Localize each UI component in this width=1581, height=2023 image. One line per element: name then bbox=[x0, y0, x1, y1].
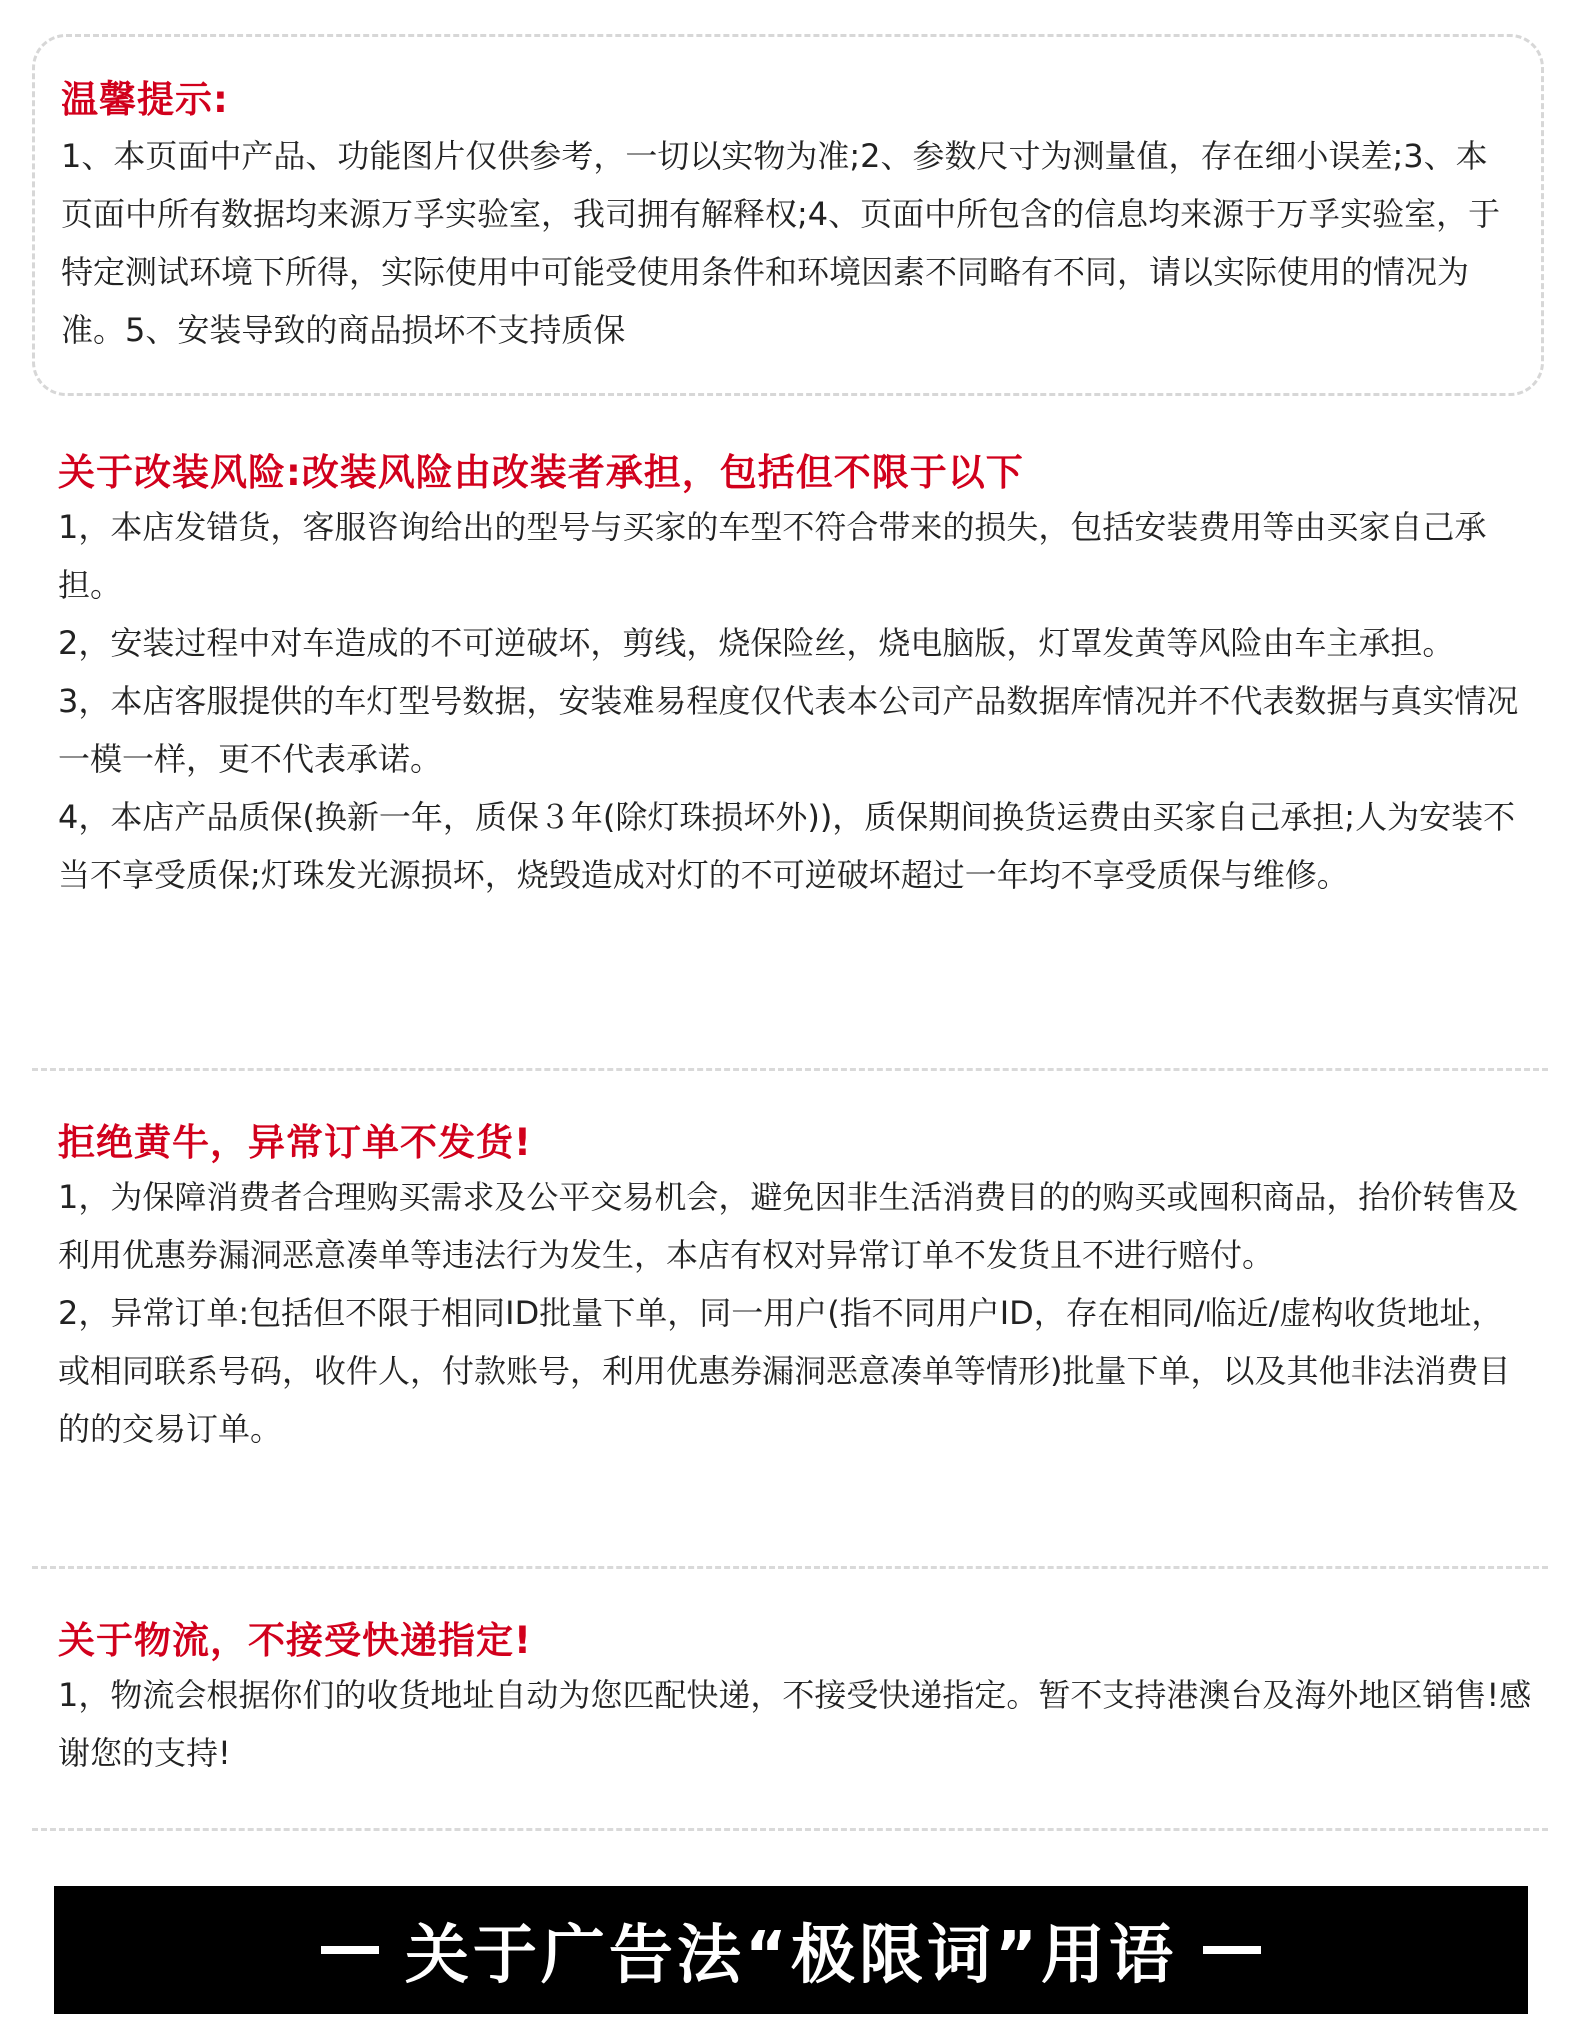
dash-decoration bbox=[1203, 1946, 1261, 1954]
modification-item-4: 4，本店产品质保(换新一年，质保３年(除灯珠损坏外))，质保期间换货运费由买家自己承担;人为安装不当不享受质保;灯珠发光源损坏，烧毁造成对灯的不可逆破坏超过一年均不享受质保与维修。 bbox=[58, 798, 1516, 894]
logistics-title: 关于物流，不接受快递指定! bbox=[58, 1619, 532, 1662]
dash-decoration bbox=[321, 1946, 379, 1954]
ad-law-banner bbox=[54, 1886, 1528, 2014]
logistics-item-1: 1，物流会根据你们的收货地址自动为您匹配快递，不接受快递指定。暂不支持港澳台及海外地区销售!感谢您的支持! bbox=[58, 1676, 1532, 1772]
modification-item-2: 2，安装过程中对车造成的不可逆破坏，剪线，烧保险丝，烧电脑版，灯罩发黄等风险由车主承担。 bbox=[58, 624, 1455, 662]
scalpers-title: 拒绝黄牛，异常订单不发货! bbox=[58, 1121, 532, 1164]
divider bbox=[32, 1068, 1548, 1071]
scalpers-item-1: 1，为保障消费者合理购买需求及公平交易机会，避免因非生活消费目的的购买或囤积商品，抬价转售及利用优惠券漏洞恶意凑单等违法行为发生，本店有权对异常订单不发货且不进行赔付。 bbox=[58, 1178, 1519, 1274]
scalpers-section bbox=[58, 1118, 1534, 1458]
modification-item-3: 3，本店客服提供的车灯型号数据，安装难易程度仅代表本公司产品数据库情况并不代表数据与真实情况一模一样，更不代表承诺。 bbox=[58, 682, 1519, 778]
banner-text: 关于广告法“极限词”用语 bbox=[404, 1919, 1178, 1993]
divider bbox=[32, 1828, 1548, 1831]
modification-title: 关于改装风险:改装风险由改装者承担，包括但不限于以下 bbox=[58, 451, 1024, 494]
notice-box bbox=[32, 34, 1544, 396]
notice-text: 1、本页面中产品、功能图片仅供参考，一切以实物为准;2、参数尺寸为测量值，存在细小误差;3、本页面中所有数据均来源万孚实验室，我司拥有解释权;4、页面中所包含的信息均来源于万孚实验室，于特定测试环境下所得，实际使用中可能受使用条件和环境因素不同略有不同，请以实际使用的情况为准。5、安装导致的商品损坏不支持质保 bbox=[61, 137, 1501, 349]
notice-title: 温馨提示: bbox=[61, 78, 229, 121]
divider bbox=[32, 1566, 1548, 1569]
logistics-section bbox=[58, 1616, 1534, 1782]
scalpers-item-2: 2，异常订单:包括但不限于相同ID批量下单，同一用户(指不同用户ID，存在相同/临近/虚构收货地址，或相同联系号码，收件人，付款账号，利用优惠券漏洞恶意凑单等情形)批量下单，以及其他非法消费目的的交易订单。 bbox=[58, 1294, 1511, 1448]
modification-item-1: 1，本店发错货，客服咨询给出的型号与买家的车型不符合带来的损失，包括安装费用等由买家自己承担。 bbox=[58, 508, 1487, 604]
modification-section bbox=[58, 448, 1534, 904]
